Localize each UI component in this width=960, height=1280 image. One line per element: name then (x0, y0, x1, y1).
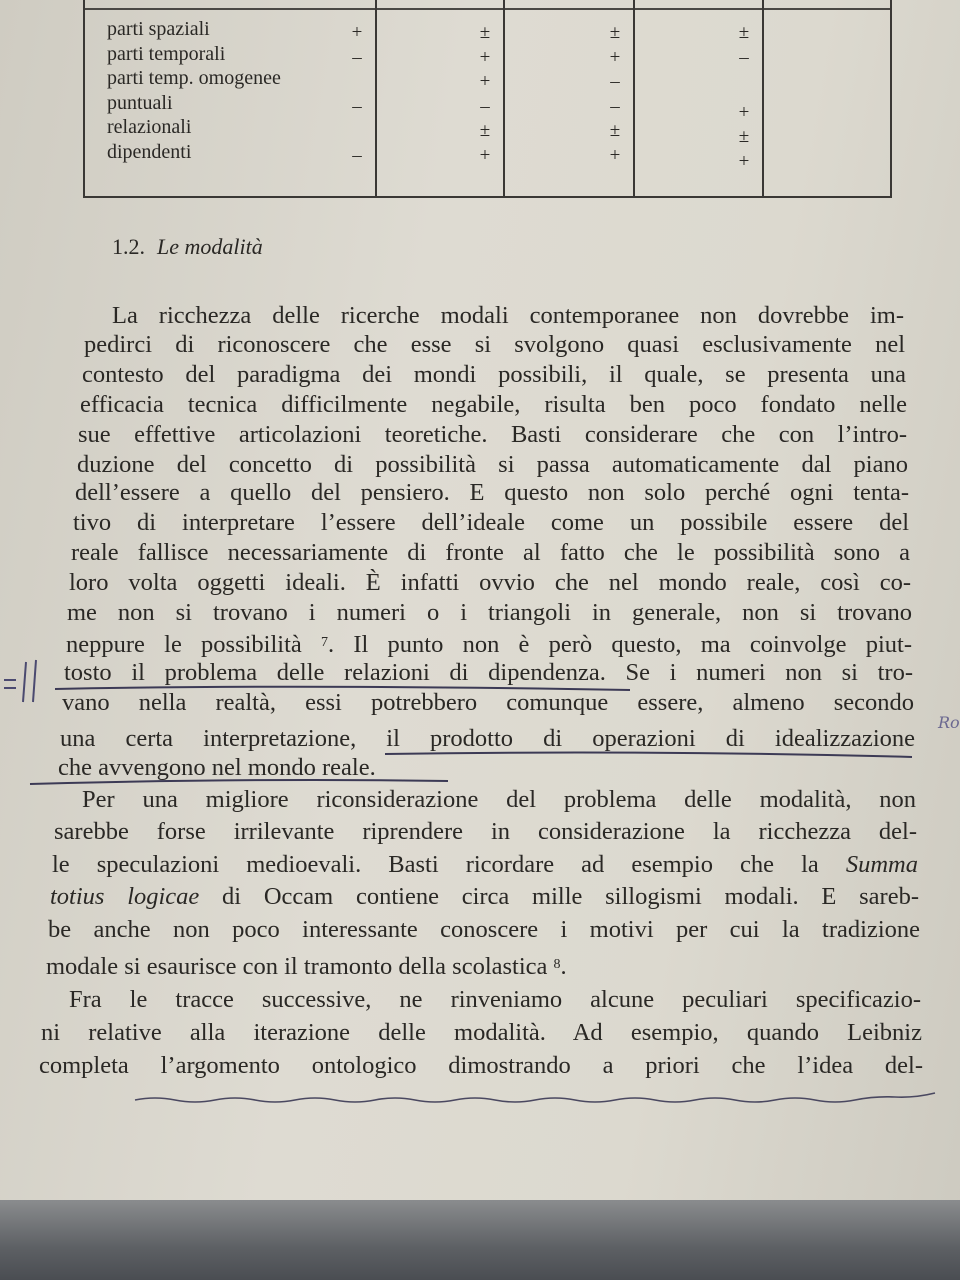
table-cell: ± (609, 22, 621, 43)
table-cell: – (610, 71, 620, 92)
table-cell: – (352, 95, 362, 117)
text-segment: una certa interpretazione, il prodotto di operazioni di idealizzazione (60, 725, 915, 752)
text-segment: le speculazioni medioevali. Basti ricordare ad esempio che la (52, 851, 846, 878)
table-cell: + (351, 22, 363, 43)
footnote-ref: 8 (553, 957, 561, 972)
footnote-ref: 7 (321, 635, 328, 650)
text-line (64, 658, 913, 688)
text-segment: reale fallisce necessariamente di fronte al fatto che le possibilità sono a (71, 539, 910, 566)
table-cell: – (610, 95, 620, 117)
text-line (75, 478, 909, 508)
text-line (84, 330, 905, 360)
text-line (48, 915, 920, 945)
section-number: 1.2. (112, 234, 145, 259)
table-cell: ± (609, 120, 621, 141)
text-line (62, 688, 914, 718)
table-cell: + (738, 101, 750, 123)
text-line (82, 785, 916, 815)
text-segment: efficacia tecnica difficilmente negabile, risulta ben poco fondato nelle (80, 391, 907, 418)
table-header-rule (85, 8, 890, 10)
text-segment: contesto del paradigma dei mondi possibili, il quale, se presenta una (82, 361, 906, 388)
table-cell: – (739, 46, 749, 68)
text-segment: totius logicae (50, 883, 200, 910)
text-segment: duzione del concetto di possibilità si passa automaticamente dal piano (77, 451, 908, 478)
text-line (73, 508, 909, 538)
text-segment: . Il punto non è però questo, ma coinvolge piut- (328, 631, 912, 658)
text-segment: La ricchezza delle ricerche modali contemporanee non dovrebbe im- (112, 302, 904, 329)
table-row-label: relazionali (107, 116, 192, 138)
text-segment: loro volta oggetti ideali. È infatti ovvio che nel mondo reale, così co- (69, 569, 911, 596)
text-segment: modale si esaurisce con il tramonto della scolastica (46, 953, 554, 980)
table-cell: ± (738, 22, 750, 43)
text-line (112, 301, 904, 331)
text-line (71, 538, 910, 568)
text-segment: dell’essere a quello del pensiero. E questo non solo perché ogni tenta- (75, 479, 909, 506)
text-segment: vano nella realtà, essi potrebbero comunque essere, almeno secondo (62, 689, 914, 716)
text-line (46, 950, 921, 980)
text-line (39, 1051, 923, 1081)
table-cell: ± (479, 120, 491, 141)
table-cell: + (738, 150, 750, 172)
margin-mark-bars (4, 660, 36, 702)
table-cell: + (609, 46, 621, 68)
text-segment: Per una migliore riconsiderazione del problema delle modalità, non (82, 786, 916, 813)
table-row-label: parti temporali (107, 42, 226, 65)
table-row-label: parti temp. omogenee (107, 67, 281, 89)
text-segment: tosto il problema delle relazioni di dipendenza. Se i numeri non si tro- (64, 659, 913, 686)
text-line (50, 882, 919, 912)
text-segment: neppure le possibilità (66, 631, 321, 658)
table-cell: – (480, 95, 490, 117)
text-line (78, 420, 907, 450)
text-segment: me non si trovano i numeri o i triangoli in generale, non si trovano (67, 599, 912, 626)
text-segment: be anche non poco interessante conoscere i motivi per cui la tradizione (48, 916, 920, 943)
table-row-label: puntuali (107, 91, 173, 114)
table-row-label: dipendenti (107, 140, 192, 163)
section-title: Le modalità (157, 234, 263, 259)
text-line (58, 753, 916, 783)
text-segment: Summa (845, 851, 918, 878)
text-segment: . (560, 953, 567, 980)
text-line (77, 450, 908, 480)
text-line (67, 598, 912, 628)
properties-table (83, 0, 892, 198)
table-cell: ± (738, 126, 750, 147)
table-cell: + (479, 144, 491, 166)
text-segment: ni relative alla iterazione delle modalità. Ad esempio, quando Leibniz (41, 1019, 922, 1046)
text-segment: tivo di interpretare l’essere dell’ideale come un possibile essere del (73, 509, 909, 536)
text-segment: che avvengono nel mondo reale. (58, 754, 376, 781)
table-cell: + (479, 46, 491, 68)
table-cell: ± (479, 22, 491, 43)
table-row-label: parti spaziali (107, 18, 210, 40)
table-cell: + (479, 71, 491, 92)
table-cell: + (609, 144, 621, 166)
text-line (60, 724, 915, 754)
text-line (52, 850, 918, 880)
table-cell: – (352, 46, 362, 68)
section-heading (112, 234, 263, 260)
text-segment: sarebbe forse irrilevante riprendere in considerazione la ricchezza del- (54, 818, 917, 845)
table-cell: – (352, 144, 362, 166)
text-line (54, 817, 917, 847)
text-segment: Fra le tracce successive, ne rinveniamo alcune peculiari specificazio- (69, 986, 921, 1013)
background-surface (0, 1200, 960, 1280)
text-line (69, 568, 911, 598)
text-segment: pedirci di riconoscere che esse si svolgono quasi esclusivamente nel (84, 331, 905, 358)
text-line (82, 360, 906, 390)
text-segment: di Occam contiene circa mille sillogismi modali. E sareb- (199, 883, 919, 910)
text-line (66, 628, 912, 658)
text-segment: sue effettive articolazioni teoretiche. Basti considerare che con l’intro- (78, 421, 907, 448)
margin-note: Ro (938, 713, 960, 732)
text-line (41, 1018, 922, 1048)
text-line (69, 985, 921, 1015)
text-line (80, 390, 907, 420)
text-segment: completa l’argomento ontologico dimostrando a priori che l’idea del- (39, 1052, 923, 1079)
underline-wavy (135, 1093, 935, 1102)
